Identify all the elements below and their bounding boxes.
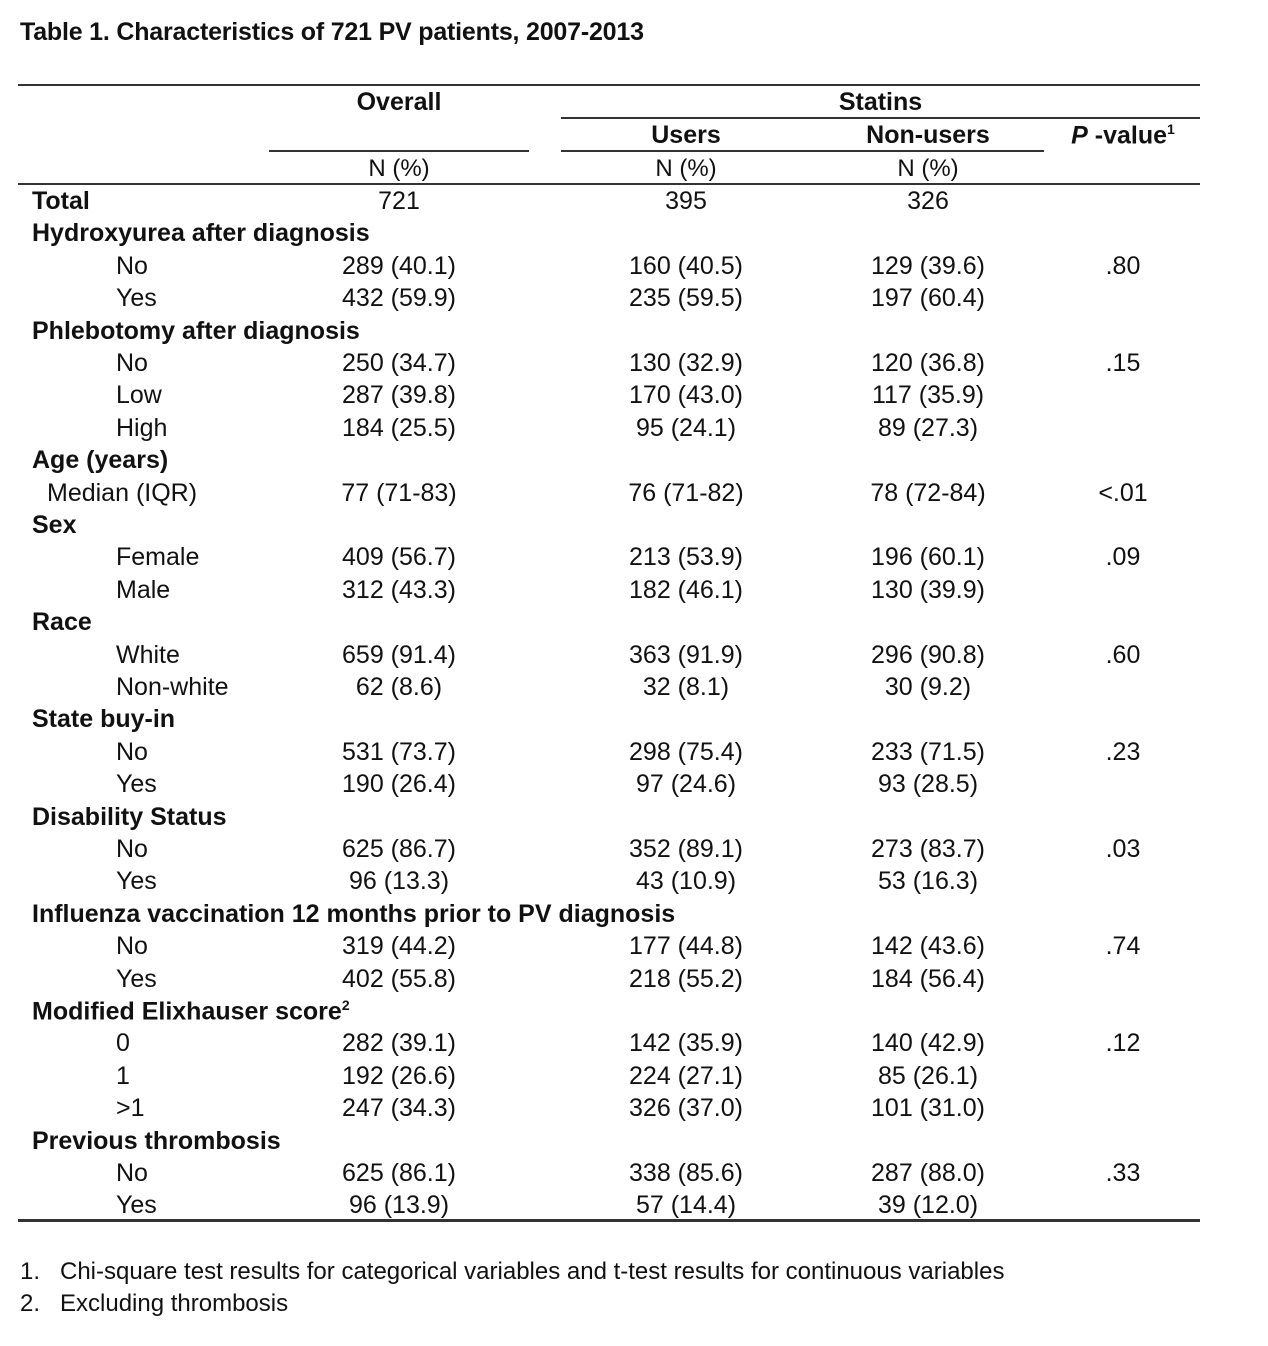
row-label xyxy=(116,414,167,443)
section-row xyxy=(0,446,1268,478)
section-label xyxy=(32,219,370,248)
table-row xyxy=(0,381,1268,413)
section-row xyxy=(0,511,1268,543)
label-text: Disability Status xyxy=(32,802,227,831)
overall-cell: 250 (34.7) xyxy=(342,349,456,377)
users-cell: 142 (35.9) xyxy=(629,1029,743,1058)
users-cell: 224 (27.1) xyxy=(629,1061,743,1090)
section-label xyxy=(32,608,92,637)
non-users-cell: 30 (9.2) xyxy=(884,673,972,701)
users-cell: 170 (43.0) xyxy=(629,381,743,410)
non-users-cell: 130 (39.9) xyxy=(871,575,985,604)
table-row xyxy=(0,543,1268,575)
label-text: Yes xyxy=(116,770,157,799)
footnote-1 xyxy=(20,1258,1004,1290)
users-cell: 32 (8.1) xyxy=(642,673,730,701)
users-cell: 213 (53.9) xyxy=(629,543,743,572)
row-label xyxy=(116,543,199,572)
label-text: Yes xyxy=(116,867,157,896)
footnote-mark: 2 xyxy=(341,997,350,1013)
table-row xyxy=(0,1029,1268,1061)
row-label xyxy=(116,1029,130,1058)
label-text: State buy-in xyxy=(32,705,176,734)
non-users-cell: 89 (27.3) xyxy=(877,413,979,442)
users-cell: 160 (40.5) xyxy=(629,251,743,280)
label-text: Yes xyxy=(116,284,157,313)
footnote-text: Excluding thrombosis xyxy=(60,1290,289,1317)
row-label xyxy=(32,187,90,216)
footnotes xyxy=(20,1258,1004,1322)
label-text: Median (IQR) xyxy=(47,478,198,507)
pvalue-footnote-mark: 1 xyxy=(1167,121,1175,137)
label-text: No xyxy=(116,737,148,766)
label-text: Non-white xyxy=(116,673,229,701)
non-users-cell: 101 (31.0) xyxy=(871,1094,985,1123)
label-text: Female xyxy=(116,543,200,572)
statins-underline xyxy=(561,117,1200,119)
subheader-users-n: N (%) xyxy=(655,155,717,182)
subheader-overall-n: N (%) xyxy=(368,155,430,182)
footnote-2 xyxy=(20,1290,1004,1322)
overall-cell: 289 (40.1) xyxy=(342,251,456,280)
label-text: Previous thrombosis xyxy=(32,1126,281,1155)
users-cell: 338 (85.6) xyxy=(629,1159,743,1187)
users-nonusers-underline xyxy=(561,150,1044,152)
section-row xyxy=(0,219,1268,251)
non-users-cell: 85 (26.1) xyxy=(877,1061,979,1090)
footnote-number: 1. xyxy=(20,1258,41,1285)
section-row xyxy=(0,900,1268,932)
pvalue-cell: .33 xyxy=(1105,1159,1141,1187)
label-text: No xyxy=(116,1159,148,1187)
users-cell: 177 (44.8) xyxy=(629,932,743,961)
section-row xyxy=(0,705,1268,737)
label-text: 1 xyxy=(116,1061,130,1090)
non-users-cell: 117 (35.9) xyxy=(871,381,985,410)
label-text: Age (years) xyxy=(32,446,169,475)
pvalue-cell: .09 xyxy=(1105,543,1141,572)
row-label xyxy=(116,1159,148,1188)
overall-cell: 625 (86.7) xyxy=(342,835,456,863)
overall-cell: 531 (73.7) xyxy=(342,737,456,766)
non-users-cell: 197 (60.4) xyxy=(871,284,985,313)
table-row xyxy=(0,284,1268,316)
row-label xyxy=(116,1191,157,1220)
section-row xyxy=(0,997,1268,1029)
overall-cell: 190 (26.4) xyxy=(342,770,456,799)
overall-cell: 319 (44.2) xyxy=(342,932,456,961)
header-users: Users xyxy=(651,121,721,149)
pvalue-cell: .03 xyxy=(1105,835,1141,863)
section-label xyxy=(32,705,175,734)
section-label xyxy=(32,803,227,832)
label-text: Male xyxy=(116,575,171,604)
pvalue-cell: .12 xyxy=(1105,1029,1141,1058)
non-users-cell: 53 (16.3) xyxy=(877,867,979,896)
overall-cell: 184 (25.5) xyxy=(342,413,456,442)
label-text: Yes xyxy=(116,1191,157,1220)
table-row xyxy=(0,1159,1268,1191)
users-cell: 182 (46.1) xyxy=(629,575,743,604)
header-overall: Overall xyxy=(356,88,442,116)
label-text: Sex xyxy=(32,511,77,539)
pvalue-cell: .74 xyxy=(1105,932,1141,961)
users-cell: 57 (14.4) xyxy=(635,1191,737,1220)
table-row xyxy=(0,835,1268,867)
row-label xyxy=(116,381,162,410)
row-label xyxy=(116,641,180,670)
non-users-cell: 233 (71.5) xyxy=(871,737,985,766)
footnote-number: 2. xyxy=(20,1290,41,1317)
overall-cell: 659 (91.4) xyxy=(342,640,456,669)
label-text: No xyxy=(116,932,148,961)
users-cell: 352 (89.1) xyxy=(629,835,743,863)
label-text: Modified Elixhauser score xyxy=(32,997,342,1026)
row-label xyxy=(116,349,148,378)
row-label xyxy=(47,479,197,508)
overall-cell: 625 (86.1) xyxy=(342,1159,456,1187)
table-row xyxy=(0,867,1268,899)
row-label xyxy=(116,252,148,281)
label-text: Low xyxy=(116,381,162,410)
overall-cell: 96 (13.3) xyxy=(348,867,450,896)
pvalue-cell: .80 xyxy=(1105,251,1141,280)
users-cell: 395 xyxy=(665,187,707,215)
non-users-cell: 142 (43.6) xyxy=(871,932,985,961)
overall-cell: 312 (43.3) xyxy=(342,575,456,604)
table-row xyxy=(0,479,1268,511)
table-row xyxy=(0,1094,1268,1126)
table-row xyxy=(0,641,1268,673)
table-row xyxy=(0,965,1268,997)
table-row xyxy=(0,576,1268,608)
section-label xyxy=(32,317,360,346)
overall-cell: 432 (59.9) xyxy=(342,284,456,313)
overall-cell: 721 xyxy=(378,187,420,215)
label-text: 0 xyxy=(116,1029,130,1058)
footnote-text: Chi-square test results for categorical variables and t-test results for continuous variables xyxy=(60,1258,1005,1285)
table-row xyxy=(0,414,1268,446)
overall-cell: 282 (39.1) xyxy=(342,1029,456,1058)
row-label xyxy=(116,867,157,896)
section-row xyxy=(0,317,1268,349)
users-cell: 363 (91.9) xyxy=(629,640,743,669)
section-label xyxy=(32,446,168,475)
row-label xyxy=(116,1094,145,1123)
header-non-users: Non-users xyxy=(866,121,990,149)
non-users-cell: 326 xyxy=(907,187,949,215)
section-row xyxy=(0,1127,1268,1159)
subheader-non-users-n: N (%) xyxy=(897,155,959,182)
section-label xyxy=(32,900,675,929)
non-users-cell: 287 (88.0) xyxy=(871,1159,985,1187)
non-users-cell: 273 (83.7) xyxy=(871,835,985,863)
overall-cell: 402 (55.8) xyxy=(342,964,456,993)
header-statins: Statins xyxy=(838,88,923,116)
table-title: Table 1. Characteristics of 721 PV patients, 2007-2013 xyxy=(20,18,644,46)
label-text: No xyxy=(116,349,148,377)
pvalue-cell: <.01 xyxy=(1098,478,1148,507)
row-label xyxy=(116,284,157,313)
non-users-cell: 93 (28.5) xyxy=(877,770,979,799)
section-row xyxy=(0,608,1268,640)
non-users-cell: 196 (60.1) xyxy=(871,543,985,572)
row-label xyxy=(116,965,157,994)
row-label xyxy=(116,1062,130,1091)
row-label xyxy=(116,770,157,799)
overall-cell: 247 (34.3) xyxy=(342,1094,456,1123)
row-label xyxy=(116,932,148,961)
non-users-cell: 184 (56.4) xyxy=(871,964,985,993)
label-text: Race xyxy=(32,608,92,637)
non-users-cell: 39 (12.0) xyxy=(877,1191,979,1220)
overall-cell: 77 (71-83) xyxy=(341,478,457,507)
users-cell: 326 (37.0) xyxy=(629,1094,743,1123)
bottom-rule xyxy=(18,1219,1200,1222)
overall-cell: 192 (26.6) xyxy=(342,1061,456,1090)
label-text: High xyxy=(116,413,168,442)
pvalue-italic: P xyxy=(1071,121,1088,150)
non-users-cell: 129 (39.6) xyxy=(871,251,985,280)
overall-cell: 96 (13.9) xyxy=(348,1191,450,1220)
row-label xyxy=(116,835,148,864)
label-text: Phlebotomy after diagnosis xyxy=(32,316,360,345)
label-text: White xyxy=(116,640,180,669)
section-label xyxy=(32,997,350,1026)
pvalue-cell: .23 xyxy=(1105,737,1141,766)
row-label xyxy=(116,673,229,702)
label-text: No xyxy=(116,251,148,280)
users-cell: 298 (75.4) xyxy=(629,737,743,766)
table-row xyxy=(0,252,1268,284)
row-label xyxy=(116,738,148,767)
label-text: Total xyxy=(32,187,90,215)
table-row xyxy=(0,673,1268,705)
non-users-cell: 296 (90.8) xyxy=(871,640,985,669)
users-cell: 43 (10.9) xyxy=(635,867,737,896)
table-row xyxy=(0,1062,1268,1094)
table-row xyxy=(0,738,1268,770)
overall-cell: 62 (8.6) xyxy=(355,673,443,701)
header-bottom-rule xyxy=(18,183,1200,185)
users-cell: 218 (55.2) xyxy=(629,964,743,993)
top-rule xyxy=(18,84,1200,86)
section-label xyxy=(32,1127,281,1156)
users-cell: 97 (24.6) xyxy=(635,770,737,799)
label-text: Hydroxyurea after diagnosis xyxy=(32,219,370,248)
table-row xyxy=(0,932,1268,964)
table-row xyxy=(0,770,1268,802)
label-text: >1 xyxy=(116,1094,145,1123)
header-pvalue xyxy=(1046,121,1200,150)
pvalue-text: -value xyxy=(1087,121,1168,150)
users-cell: 95 (24.1) xyxy=(635,413,737,442)
non-users-cell: 140 (42.9) xyxy=(871,1029,985,1058)
label-text: Influenza vaccination 12 months prior to PV diagnosis xyxy=(32,899,676,928)
table-row xyxy=(0,349,1268,381)
non-users-cell: 78 (72-84) xyxy=(870,478,986,507)
users-cell: 76 (71-82) xyxy=(628,478,744,507)
overall-cell: 409 (56.7) xyxy=(342,543,456,572)
overall-underline xyxy=(269,150,529,152)
section-label xyxy=(32,511,76,540)
label-text: Yes xyxy=(116,964,157,993)
non-users-cell: 120 (36.8) xyxy=(871,349,985,377)
section-row xyxy=(0,803,1268,835)
row-label xyxy=(116,576,170,605)
users-cell: 130 (32.9) xyxy=(629,349,743,377)
overall-cell: 287 (39.8) xyxy=(342,381,456,410)
users-cell: 235 (59.5) xyxy=(629,284,743,313)
pvalue-cell: .60 xyxy=(1105,640,1141,669)
pvalue-cell: .15 xyxy=(1105,349,1141,377)
table-row xyxy=(0,187,1268,219)
label-text: No xyxy=(116,835,148,863)
